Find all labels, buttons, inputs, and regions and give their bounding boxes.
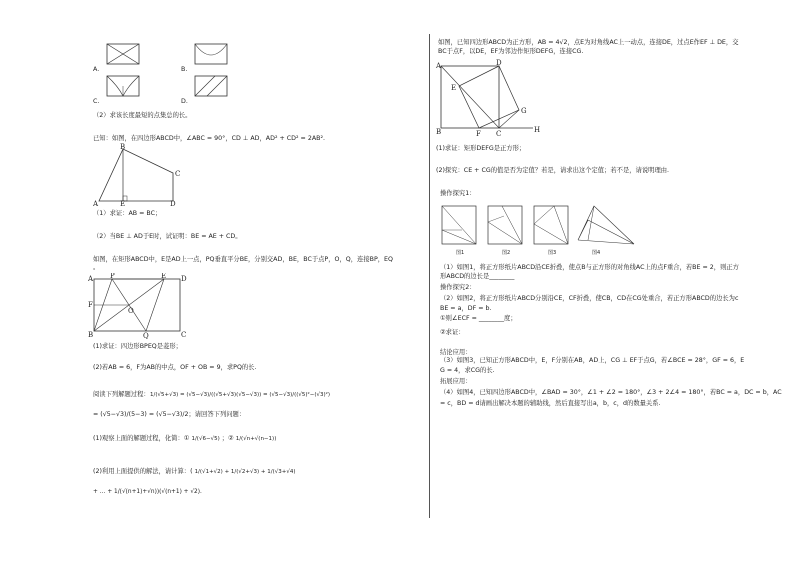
thumb-caption-1: 图1: [456, 250, 465, 256]
square-question-1: (1)求证：矩形DEFG是正方形；: [436, 145, 526, 152]
svg-text:A: A: [436, 62, 442, 70]
observe-question-text: (1)观察上面的解题过程，化简：①: [93, 435, 190, 442]
explore-figure-1: [442, 206, 476, 244]
observe-fraction-2: 1/(√n+√(n−1)): [235, 436, 277, 442]
label-option-d: D.: [181, 98, 188, 105]
square-figure: [433, 58, 543, 138]
svg-text:H: H: [534, 126, 541, 134]
reading-result: = (√5−√3)/(5−3) = (√5−√3)/2；请回答下列问题：: [93, 411, 246, 418]
figure-option-d: [195, 76, 227, 96]
square-intro-line-2: BC于点F，以DE，EF为邻边作矩形DEFG，连接CG.: [438, 48, 584, 55]
operation-4-line-2: = c，BD = d请画出解决本题的辅助线，然后直接写出a，b，c，d的数量关系.: [440, 400, 661, 407]
use-question-terms: 1/(√1+√2) + 1/(√2+√3) + 1/(√3+√4): [194, 469, 296, 475]
column-divider: [429, 34, 430, 518]
svg-text:F: F: [476, 130, 481, 138]
rect-question-2: (2)若AB = 6，F为AB的中点，OF + OB = 9，求PQ的长.: [93, 364, 257, 371]
use-question: [93, 468, 296, 476]
svg-text:F: F: [88, 301, 93, 309]
observe-fraction-1: 1/(√6−√5): [191, 436, 220, 442]
square-intro-line-1: 如图，已知四边形ABCD为正方形，AB = 4√2，点E为对角线AC上一动点，连接DE，过点E作EF ⊥ DE，交: [438, 39, 739, 46]
operation-3-line-1: （3）如图3，已知正方形ABCD中，E，F分别在AB，AD上，CG ⊥ EF于点G，若∠BCE = 28°，GF = 6，E: [440, 357, 745, 364]
svg-text:O: O: [128, 307, 134, 315]
question-text-length: （2）求该长度最短的点集总的长。: [93, 112, 192, 119]
rect-question-intro: 如图，在矩形ABCD中，E是AD上一点，PQ垂直平分BE，分别交AD，BE，BC于点P，O，Q，连接BP，EQ: [93, 256, 393, 263]
label-option-b: B.: [181, 66, 188, 73]
explore-figures: [438, 200, 638, 258]
operation-1-line-1: （1）如图1，将正方形纸片ABCD沿CE折叠，使点B与正方形的对角线AC上的点F重合，若BE = 2，则正方: [440, 264, 739, 271]
thumb-caption-4: 图4: [592, 250, 601, 256]
square-question-2: (2)探究：CE + CG的值是否为定值？若是，请求出这个定值；若不是，请说明理由.: [436, 167, 670, 174]
quadrilateral-figure: [93, 143, 185, 207]
reading-formula: 1/(√5+√3) = (√5−√3)/((√5+√3)(√5−√3)) = (√5−√3)/((√5)²−(√3)²): [150, 392, 330, 398]
operation-2-line-1: （2）如图2，将正方形纸片ABCD分别沿CE，CF折叠，使CB，CD在CG处重合，若正方形ABCD的边长为c: [440, 295, 739, 302]
use-question-text: (2)利用上面提供的解法，请计算：(: [93, 468, 193, 475]
option-figures: [90, 38, 250, 110]
use-question-tail: + … + 1/(√(n+1)+√n))(√(n+1) + √2).: [93, 489, 202, 495]
svg-text:D: D: [170, 200, 176, 207]
svg-text:C: C: [181, 331, 187, 339]
observe-question: [93, 435, 276, 443]
operation-4-line-1: （4）如图4，已知四边形ABCD中，∠BAD = 30°，∠1 + ∠2 = 180°，∠3 + 2∠4 = 180°，若BC = a，DC = b，AC: [440, 389, 782, 396]
operation-2-line-2: BE = a，DF = b.: [440, 305, 492, 312]
svg-text:B: B: [120, 143, 126, 151]
operation-3-line-2: G = 4，求CG的长.: [440, 367, 495, 374]
figure-option-a: [107, 44, 139, 64]
svg-text:A: A: [88, 275, 94, 283]
explore-figure-4: [578, 206, 634, 244]
thumb-caption-3: 图3: [548, 250, 557, 256]
svg-text:B: B: [436, 128, 442, 136]
rect-question-intro-tail: 。: [93, 264, 100, 271]
svg-text:C: C: [496, 130, 502, 138]
svg-text:D: D: [181, 275, 187, 283]
operation-2-line-3: ①则∠ECF = ________度；: [440, 315, 517, 322]
explore-title-2: 操作探究2：: [440, 284, 476, 291]
figure-option-b: [195, 44, 227, 64]
svg-text:G: G: [521, 107, 527, 115]
rect-question-1: (1)求证：四边形BPEQ是菱形；: [93, 343, 182, 350]
svg-text:B: B: [88, 331, 94, 339]
svg-text:Q: Q: [143, 332, 149, 339]
conclusion-title: 结论应用：: [440, 349, 472, 356]
svg-text:D: D: [496, 59, 502, 67]
label-option-c: C.: [93, 98, 100, 105]
label-option-a: A.: [93, 66, 100, 73]
question-known-intro: 已知：如图，在四边形ABCD中，∠ABC = 90°，CD ⊥ AD，AD² + CD² = 2AB².: [93, 135, 325, 142]
svg-text:C: C: [175, 170, 181, 178]
operation-1-line-2: 形ABCD的边长是________: [440, 273, 515, 280]
explore-title-1: 操作探究1：: [440, 190, 476, 197]
extension-title: 拓展应用：: [440, 378, 472, 385]
svg-text:E: E: [161, 273, 167, 280]
svg-text:A: A: [93, 200, 99, 207]
operation-2-line-4: ②求证：: [440, 329, 465, 336]
thumb-caption-2: 图2: [502, 250, 511, 256]
figure-option-c: [107, 76, 139, 96]
observe-sep: ；②: [221, 435, 234, 442]
rectangle-figure: [88, 273, 188, 339]
question-prove-1: （1）求证：AB = BC；: [93, 210, 162, 217]
svg-text:E: E: [120, 200, 126, 207]
question-prove-2: （2）当BE ⊥ AD于E时，试证明：BE = AE + CD。: [93, 233, 242, 240]
explore-figure-3: [534, 206, 568, 244]
reading-intro: 阅读下列解题过程：: [93, 391, 150, 398]
explore-figure-2: [488, 206, 522, 244]
svg-text:E: E: [451, 84, 457, 92]
svg-text:P: P: [110, 273, 115, 280]
